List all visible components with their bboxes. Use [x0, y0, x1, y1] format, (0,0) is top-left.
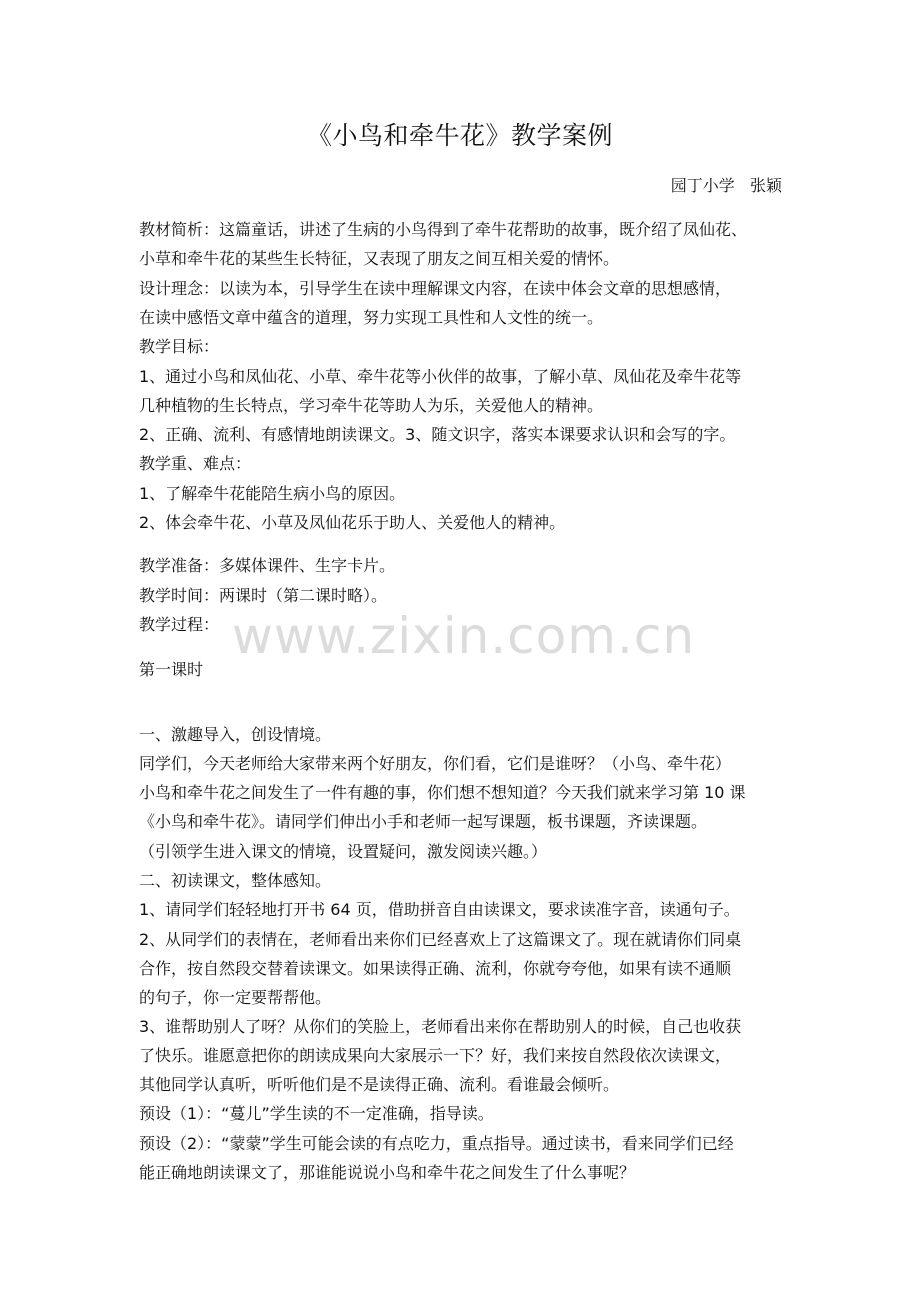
text-line: 预设（1）：“蔓儿”学生读的不一定准确，指导读。	[139, 1104, 494, 1123]
text-line: 其他同学认真听，听听他们是不是读得正确、流利。看谁最会倾听。	[139, 1075, 620, 1094]
document-title: 《小鸟和牵牛花》教学案例	[306, 121, 613, 150]
text-line: 能正确地朗读课文了，那谁能说说小鸟和牵牛花之间发生了什么事呢？	[139, 1163, 636, 1182]
text-line: 3、谁帮助别人了呀？从你们的笑脸上，老师看出来你在帮助别人的时候，自己也收获	[139, 1017, 742, 1036]
text-line: 教学目标：	[139, 337, 220, 356]
section-heading: 第一课时	[139, 660, 204, 679]
text-line: 二、初读课文，整体感知。	[139, 871, 332, 890]
text-line: 教材简析：这篇童话，讲述了生病的小鸟得到了牵牛花帮助的故事，既介绍了凤仙花、	[139, 220, 748, 239]
text-line: 教学重、难点：	[139, 454, 252, 473]
text-line: 设计理念：以读为本，引导学生在读中理解课文内容，在读中体会文章的思想感情，	[139, 279, 732, 298]
text-line: 教学准备：多媒体课件、生字卡片。	[139, 556, 396, 575]
text-line: （引领学生进入课文的情境，设置疑问，激发阅读兴趣。）	[139, 842, 548, 861]
text-line: 教学时间：两课时（第二课时略）。	[139, 586, 388, 605]
text-line: 在读中感悟文章中蕴含的道理，努力实现工具性和人文性的统一。	[139, 308, 604, 327]
text-line: 合作，按自然段交替着读课文。如果读得正确、流利，你就夸夸他，如果有读不通顺	[139, 959, 732, 978]
text-line: 的句子，你一定要帮帮他。	[139, 988, 332, 1007]
text-line: 小鸟和牵牛花之间发生了一件有趣的事，你们想不想知道？今天我们就来学习第 10 课	[139, 783, 746, 802]
text-line: 1、了解牵牛花能陪生病小鸟的原因。	[139, 484, 406, 503]
text-line: 1、请同学们轻轻地打开书 64 页，借助拼音自由读课文，要求读准字音，读通句子。	[139, 900, 740, 919]
text-line: 预设（2）：“蒙蒙”学生可能会读的有点吃力，重点指导。通过读书，看来同学们已经	[139, 1134, 734, 1153]
watermark: www.zixin.com.cn	[232, 607, 696, 665]
text-line: 一、激趣导入，创设情境。	[139, 725, 332, 744]
text-line: 1、通过小鸟和凤仙花、小草、牵牛花等小伙伴的故事，了解小草、凤仙花及牵牛花等	[139, 367, 742, 386]
text-line: 2、正确、流利、有感情地朗读课文。3、随文识字，落实本课要求认识和会写的字。	[139, 425, 736, 444]
text-line: 2、体会牵牛花、小草及凤仙花乐于助人、关爱他人的精神。	[139, 513, 566, 532]
text-line: 了快乐。谁愿意把你的朗读成果向大家展示一下？好，我们来按自然段依次读课文，	[139, 1046, 732, 1065]
text-line: 几种植物的生长特点，学习牵牛花等助人为乐，关爱他人的精神。	[139, 396, 604, 415]
text-line: 《小鸟和牵牛花》。请同学们伸出小手和老师一起写课题，板书课题，齐读课题。	[139, 812, 708, 831]
author-line: 园丁小学 张颖	[670, 176, 782, 195]
text-line: 小草和牵牛花的某些生长特征，又表现了朋友之间互相关爱的情怀。	[139, 249, 620, 268]
text-line: 教学过程：	[139, 615, 220, 634]
text-line: 2、从同学们的表情在，老师看出来你们已经喜欢上了这篇课文了。现在就请你们同桌	[139, 930, 742, 949]
text-line: 同学们，今天老师给大家带来两个好朋友，你们看，它们是谁呀？（小鸟、牵牛花）	[139, 754, 732, 773]
